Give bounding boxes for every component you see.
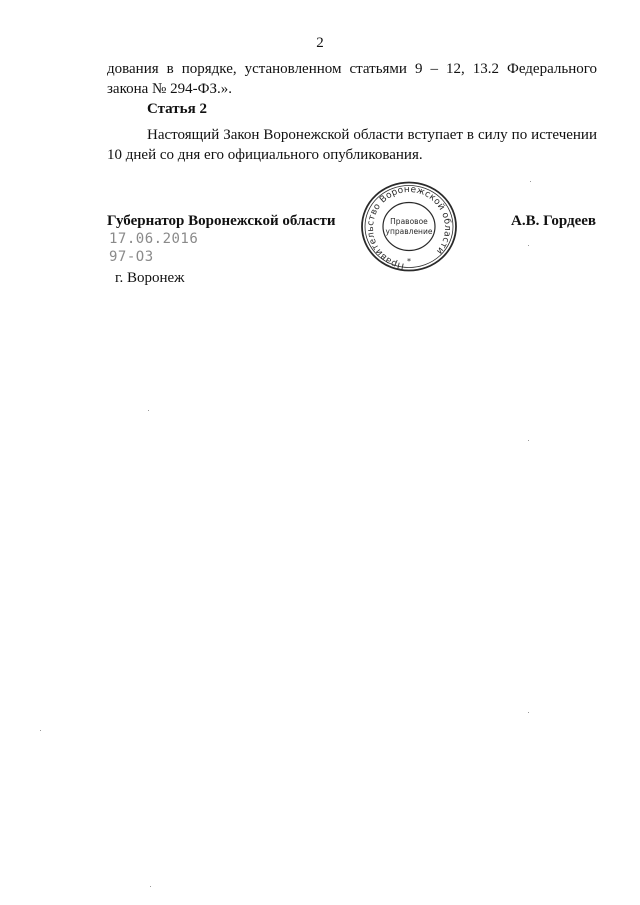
seal-center-line-2: управление [385, 227, 433, 236]
scan-speck [528, 712, 529, 713]
seal-center-line-1: Правовое [390, 217, 428, 226]
scan-speck [150, 886, 151, 887]
registration-number: 97-ОЗ [109, 249, 154, 265]
place-of-signing: г. Воронеж [115, 270, 185, 286]
scan-speck [530, 181, 531, 182]
scan-speck [40, 730, 41, 731]
official-seal-icon [359, 180, 459, 273]
registration-date: 17.06.2016 [109, 231, 199, 247]
signatory-position: Губернатор Воронежской области [107, 213, 336, 229]
paragraph-continuation: дования в порядке, установленном статьями 9 – 12, 13.2 Федерального закона № 294-ФЗ.». [107, 61, 597, 97]
paragraph-effective-date: Настоящий Закон Воронежской области вступает в силу по истечении 10 дней со дня его официального опубликования. [107, 127, 597, 163]
scan-speck [148, 410, 149, 411]
article-title: Статья 2 [147, 101, 207, 117]
scan-speck [528, 245, 529, 246]
seal-star: * [407, 257, 411, 266]
scan-speck [528, 440, 529, 441]
page-number: 2 [316, 35, 324, 51]
seal-ring-text: Правительство Воронежской области [365, 184, 453, 271]
signatory-name: А.В. Гордеев [511, 213, 596, 229]
